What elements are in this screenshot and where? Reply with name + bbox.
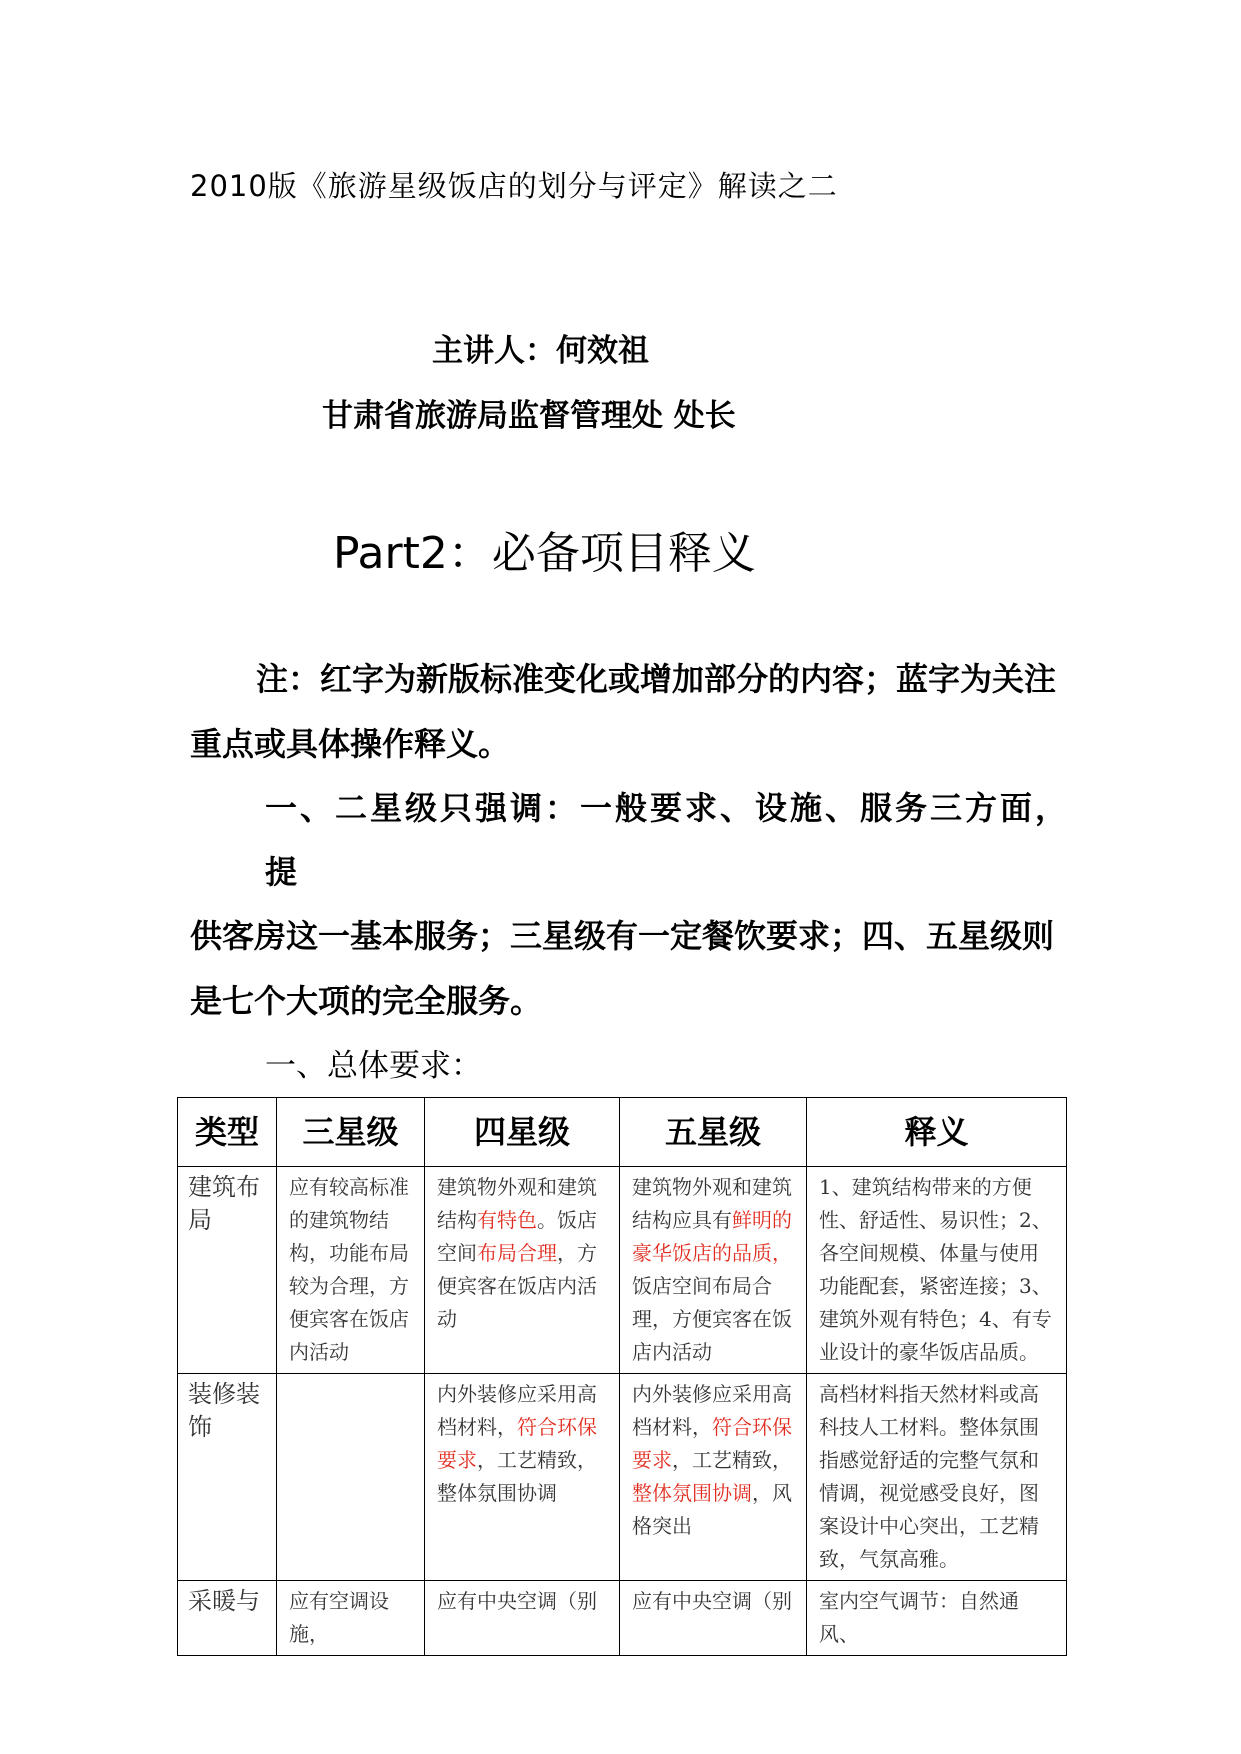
cell-four-star bbox=[425, 1167, 620, 1374]
cell-five-star: 应有中央空调（别 bbox=[620, 1581, 807, 1656]
section1-line1: 一、二星级只强调：一般要求、设施、服务三方面， bbox=[265, 789, 1071, 827]
cell-explanation: 室内空气调节：自然通风、 bbox=[807, 1581, 1067, 1656]
cell-four-star: 应有中央空调（别 bbox=[425, 1581, 620, 1656]
section1-line2: 提 bbox=[265, 853, 298, 891]
text-run: ，风格突出 bbox=[632, 1481, 792, 1538]
speaker-line: 主讲人：何效祖 bbox=[432, 333, 649, 369]
cell-type: 采暖与 bbox=[178, 1581, 277, 1656]
highlight-text: 鲜明的豪华饭店的品质， bbox=[632, 1208, 792, 1265]
table-row bbox=[178, 1374, 1067, 1581]
highlight-text: 符合环保要求 bbox=[632, 1415, 792, 1472]
text-run: 建筑物外观和建筑结构 bbox=[437, 1175, 597, 1232]
header-three-star: 三星级 bbox=[277, 1098, 425, 1167]
highlight-text: 布局合理 bbox=[477, 1241, 557, 1265]
requirements-table bbox=[177, 1097, 1067, 1656]
table-row bbox=[178, 1167, 1067, 1374]
text-run: ，工艺精致， bbox=[672, 1448, 792, 1472]
section-heading: 一、总体要求： bbox=[265, 1048, 482, 1084]
document-title: 2010版《旅游星级饭店的划分与评定》解读之二 bbox=[190, 169, 838, 203]
highlight-text: 有特色 bbox=[477, 1208, 537, 1232]
part-title: Part2：必备项目释义 bbox=[333, 528, 756, 579]
text-run: 饭店空间布局合理，方便宾客在饭店内活动 bbox=[632, 1274, 792, 1364]
cell-five-star bbox=[620, 1167, 807, 1374]
header-four-star: 四星级 bbox=[425, 1098, 620, 1167]
highlight-text: 整体氛围协调 bbox=[632, 1481, 752, 1505]
cell-three-star: 应有空调设施， bbox=[277, 1581, 425, 1656]
table-row bbox=[178, 1581, 1067, 1656]
text-run: ，方便宾客在饭店内活动 bbox=[437, 1241, 597, 1331]
cell-type: 建筑布局 bbox=[178, 1167, 277, 1374]
table-header-row bbox=[178, 1098, 1067, 1167]
header-type: 类型 bbox=[178, 1098, 277, 1167]
cell-four-star bbox=[425, 1374, 620, 1581]
header-five-star: 五星级 bbox=[620, 1098, 807, 1167]
highlight-text: 符合环保要求 bbox=[437, 1415, 597, 1472]
text-run: 内外装修应采用高档材料， bbox=[437, 1382, 597, 1439]
cell-five-star bbox=[620, 1374, 807, 1581]
text-run: 。饭店空间 bbox=[437, 1208, 597, 1265]
cell-explanation: 1、建筑结构带来的方便性、舒适性、易识性；2、各空间规模、体量与使用功能配套，紧密连接；3、建筑外观有特色；4、有专业设计的豪华饭店品质。 bbox=[807, 1167, 1067, 1374]
header-explanation: 释义 bbox=[807, 1098, 1067, 1167]
affiliation-line: 甘肃省旅游局监督管理处 处长 bbox=[322, 398, 736, 434]
cell-three-star: 应有较高标准的建筑物结构，功能布局较为合理，方便宾客在饭店内活动 bbox=[277, 1167, 425, 1374]
cell-three-star bbox=[277, 1374, 425, 1581]
text-run: 建筑物外观和建筑结构应具有 bbox=[632, 1175, 792, 1232]
text-run: 内外装修应采用高档材料， bbox=[632, 1382, 792, 1439]
text-run: ，工艺精致，整体氛围协调 bbox=[437, 1448, 597, 1505]
cell-type: 装修装饰 bbox=[178, 1374, 277, 1581]
section1-rest: 供客房这一基本服务；三星级有一定餐饮要求；四、五星级则是七个大项的完全服务。 bbox=[190, 917, 1055, 1020]
note-paragraph: 注：红字为新版标准变化或增加部分的内容；蓝字为关注重点或具体操作释义。 bbox=[190, 660, 1057, 763]
cell-explanation: 高档材料指天然材料或高科技人工材料。整体氛围指感觉舒适的完整气氛和情调，视觉感受良好，图案设计中心突出，工艺精致，气氛高雅。 bbox=[807, 1374, 1067, 1581]
